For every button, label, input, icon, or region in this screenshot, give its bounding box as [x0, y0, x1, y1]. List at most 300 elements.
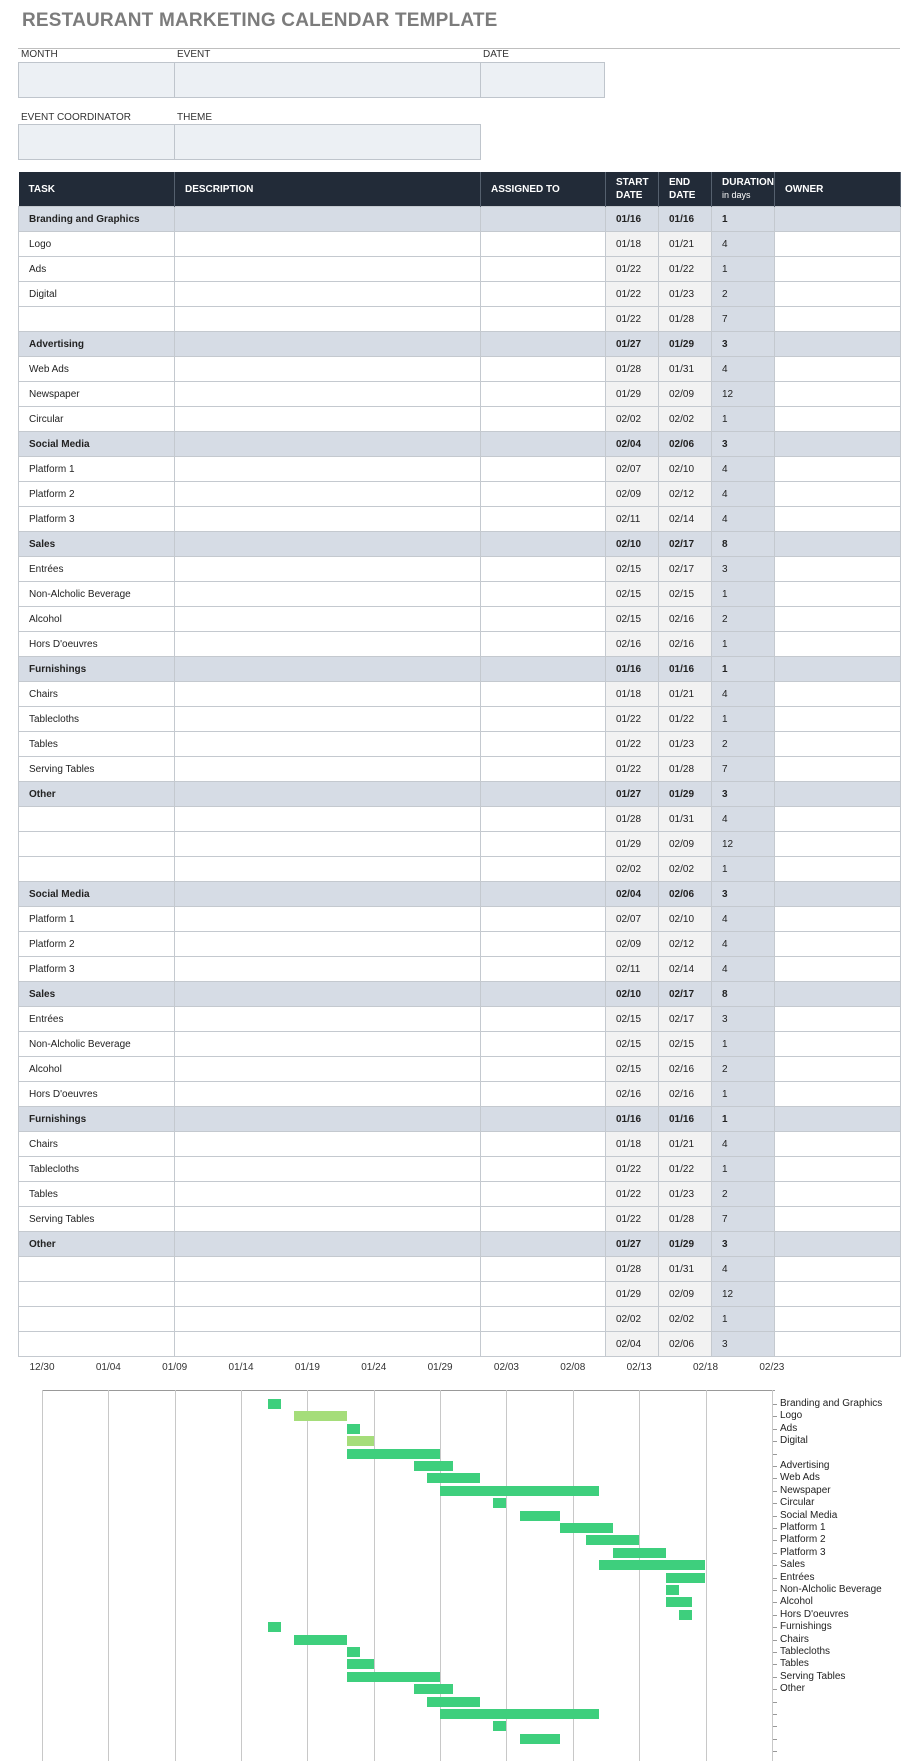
- end-date-cell[interactable]: 02/15: [659, 582, 712, 607]
- task-cell[interactable]: Digital: [19, 282, 175, 307]
- description-cell[interactable]: [175, 357, 481, 382]
- task-cell[interactable]: Non-Alcholic Beverage: [19, 1032, 175, 1057]
- duration-cell[interactable]: 3: [712, 882, 775, 907]
- owner-cell[interactable]: [775, 407, 901, 432]
- assigned-cell[interactable]: [481, 1207, 606, 1232]
- owner-cell[interactable]: [775, 1207, 901, 1232]
- start-date-cell[interactable]: 01/22: [606, 1157, 659, 1182]
- assigned-cell[interactable]: [481, 907, 606, 932]
- assigned-cell[interactable]: [481, 532, 606, 557]
- start-date-cell[interactable]: 02/15: [606, 1007, 659, 1032]
- duration-cell[interactable]: 3: [712, 557, 775, 582]
- description-cell[interactable]: [175, 732, 481, 757]
- end-date-cell[interactable]: 02/12: [659, 482, 712, 507]
- assigned-cell[interactable]: [481, 1107, 606, 1132]
- duration-cell[interactable]: 3: [712, 782, 775, 807]
- start-date-cell[interactable]: 02/10: [606, 532, 659, 557]
- task-cell[interactable]: Tablecloths: [19, 1157, 175, 1182]
- date-field[interactable]: [480, 62, 605, 98]
- task-cell[interactable]: Circular: [19, 407, 175, 432]
- assigned-cell[interactable]: [481, 1332, 606, 1357]
- task-cell[interactable]: Platform 3: [19, 957, 175, 982]
- task-cell[interactable]: [19, 807, 175, 832]
- start-date-cell[interactable]: 02/09: [606, 482, 659, 507]
- start-date-cell[interactable]: 02/09: [606, 932, 659, 957]
- duration-cell[interactable]: 3: [712, 332, 775, 357]
- start-date-cell[interactable]: 01/22: [606, 257, 659, 282]
- duration-cell[interactable]: 4: [712, 357, 775, 382]
- start-date-cell[interactable]: 02/15: [606, 607, 659, 632]
- owner-cell[interactable]: [775, 1282, 901, 1307]
- task-cell[interactable]: Tables: [19, 1182, 175, 1207]
- owner-cell[interactable]: [775, 857, 901, 882]
- assigned-cell[interactable]: [481, 407, 606, 432]
- start-date-cell[interactable]: 01/18: [606, 232, 659, 257]
- end-date-cell[interactable]: 01/22: [659, 1157, 712, 1182]
- assigned-cell[interactable]: [481, 1007, 606, 1032]
- end-date-cell[interactable]: 01/22: [659, 257, 712, 282]
- description-cell[interactable]: [175, 282, 481, 307]
- start-date-cell[interactable]: 02/04: [606, 432, 659, 457]
- duration-cell[interactable]: 4: [712, 1257, 775, 1282]
- description-cell[interactable]: [175, 907, 481, 932]
- duration-cell[interactable]: 4: [712, 1132, 775, 1157]
- start-date-cell[interactable]: 02/16: [606, 632, 659, 657]
- duration-cell[interactable]: 4: [712, 457, 775, 482]
- assigned-cell[interactable]: [481, 607, 606, 632]
- owner-cell[interactable]: [775, 932, 901, 957]
- duration-cell[interactable]: 4: [712, 682, 775, 707]
- task-cell[interactable]: Platform 3: [19, 507, 175, 532]
- start-date-cell[interactable]: 01/27: [606, 782, 659, 807]
- description-cell[interactable]: [175, 207, 481, 232]
- task-cell[interactable]: Serving Tables: [19, 757, 175, 782]
- description-cell[interactable]: [175, 1282, 481, 1307]
- duration-cell[interactable]: 1: [712, 1157, 775, 1182]
- assigned-cell[interactable]: [481, 257, 606, 282]
- start-date-cell[interactable]: 01/29: [606, 382, 659, 407]
- duration-cell[interactable]: 1: [712, 1107, 775, 1132]
- task-cell[interactable]: Platform 1: [19, 907, 175, 932]
- end-date-cell[interactable]: 02/17: [659, 982, 712, 1007]
- owner-cell[interactable]: [775, 582, 901, 607]
- assigned-cell[interactable]: [481, 482, 606, 507]
- duration-cell[interactable]: 4: [712, 957, 775, 982]
- task-cell[interactable]: Chairs: [19, 682, 175, 707]
- start-date-cell[interactable]: 02/11: [606, 957, 659, 982]
- duration-cell[interactable]: 12: [712, 1282, 775, 1307]
- duration-cell[interactable]: 7: [712, 757, 775, 782]
- end-date-cell[interactable]: 02/15: [659, 1032, 712, 1057]
- description-cell[interactable]: [175, 607, 481, 632]
- end-date-cell[interactable]: 01/21: [659, 682, 712, 707]
- start-date-cell[interactable]: 02/07: [606, 457, 659, 482]
- assigned-cell[interactable]: [481, 232, 606, 257]
- assigned-cell[interactable]: [481, 1257, 606, 1282]
- owner-cell[interactable]: [775, 1332, 901, 1357]
- description-cell[interactable]: [175, 482, 481, 507]
- end-date-cell[interactable]: 02/02: [659, 407, 712, 432]
- owner-cell[interactable]: [775, 457, 901, 482]
- owner-cell[interactable]: [775, 1057, 901, 1082]
- assigned-cell[interactable]: [481, 1082, 606, 1107]
- start-date-cell[interactable]: 01/16: [606, 1107, 659, 1132]
- assigned-cell[interactable]: [481, 557, 606, 582]
- task-cell[interactable]: Platform 1: [19, 457, 175, 482]
- assigned-cell[interactable]: [481, 1032, 606, 1057]
- start-date-cell[interactable]: 02/04: [606, 882, 659, 907]
- duration-cell[interactable]: 2: [712, 607, 775, 632]
- task-cell[interactable]: Entrées: [19, 557, 175, 582]
- assigned-cell[interactable]: [481, 982, 606, 1007]
- end-date-cell[interactable]: 01/31: [659, 357, 712, 382]
- description-cell[interactable]: [175, 1132, 481, 1157]
- end-date-cell[interactable]: 01/29: [659, 782, 712, 807]
- duration-cell[interactable]: 3: [712, 1332, 775, 1357]
- end-date-cell[interactable]: 01/23: [659, 282, 712, 307]
- duration-cell[interactable]: 8: [712, 532, 775, 557]
- assigned-cell[interactable]: [481, 432, 606, 457]
- description-cell[interactable]: [175, 1107, 481, 1132]
- assigned-cell[interactable]: [481, 682, 606, 707]
- assigned-cell[interactable]: [481, 357, 606, 382]
- end-date-cell[interactable]: 02/14: [659, 507, 712, 532]
- theme-field[interactable]: [174, 124, 481, 160]
- start-date-cell[interactable]: 02/16: [606, 1082, 659, 1107]
- task-cell[interactable]: Sales: [19, 532, 175, 557]
- assigned-cell[interactable]: [481, 707, 606, 732]
- description-cell[interactable]: [175, 1007, 481, 1032]
- duration-cell[interactable]: 7: [712, 1207, 775, 1232]
- event-field[interactable]: [174, 62, 481, 98]
- description-cell[interactable]: [175, 582, 481, 607]
- end-date-cell[interactable]: 01/23: [659, 732, 712, 757]
- duration-cell[interactable]: 2: [712, 1057, 775, 1082]
- description-cell[interactable]: [175, 332, 481, 357]
- description-cell[interactable]: [175, 257, 481, 282]
- end-date-cell[interactable]: 01/29: [659, 1232, 712, 1257]
- end-date-cell[interactable]: 01/31: [659, 1257, 712, 1282]
- start-date-cell[interactable]: 02/15: [606, 1032, 659, 1057]
- owner-cell[interactable]: [775, 1082, 901, 1107]
- start-date-cell[interactable]: 02/15: [606, 557, 659, 582]
- description-cell[interactable]: [175, 632, 481, 657]
- duration-cell[interactable]: 1: [712, 857, 775, 882]
- owner-cell[interactable]: [775, 532, 901, 557]
- assigned-cell[interactable]: [481, 732, 606, 757]
- duration-cell[interactable]: 1: [712, 657, 775, 682]
- duration-cell[interactable]: 7: [712, 307, 775, 332]
- assigned-cell[interactable]: [481, 582, 606, 607]
- owner-cell[interactable]: [775, 807, 901, 832]
- end-date-cell[interactable]: 02/10: [659, 907, 712, 932]
- end-date-cell[interactable]: 02/06: [659, 432, 712, 457]
- task-cell[interactable]: Hors D'oeuvres: [19, 632, 175, 657]
- duration-cell[interactable]: 1: [712, 1307, 775, 1332]
- assigned-cell[interactable]: [481, 657, 606, 682]
- start-date-cell[interactable]: 02/10: [606, 982, 659, 1007]
- duration-cell[interactable]: 12: [712, 832, 775, 857]
- assigned-cell[interactable]: [481, 1307, 606, 1332]
- start-date-cell[interactable]: 01/27: [606, 332, 659, 357]
- end-date-cell[interactable]: 02/12: [659, 932, 712, 957]
- task-cell[interactable]: Entrées: [19, 1007, 175, 1032]
- end-date-cell[interactable]: 01/21: [659, 232, 712, 257]
- task-cell[interactable]: Web Ads: [19, 357, 175, 382]
- duration-cell[interactable]: 1: [712, 207, 775, 232]
- assigned-cell[interactable]: [481, 457, 606, 482]
- start-date-cell[interactable]: 02/07: [606, 907, 659, 932]
- duration-cell[interactable]: 1: [712, 707, 775, 732]
- description-cell[interactable]: [175, 757, 481, 782]
- task-cell[interactable]: [19, 1257, 175, 1282]
- task-cell[interactable]: Other: [19, 1232, 175, 1257]
- duration-cell[interactable]: 1: [712, 1032, 775, 1057]
- duration-cell[interactable]: 3: [712, 1007, 775, 1032]
- start-date-cell[interactable]: 02/02: [606, 1307, 659, 1332]
- description-cell[interactable]: [175, 1057, 481, 1082]
- assigned-cell[interactable]: [481, 1157, 606, 1182]
- duration-cell[interactable]: 4: [712, 932, 775, 957]
- task-cell[interactable]: [19, 1307, 175, 1332]
- task-cell[interactable]: Platform 2: [19, 482, 175, 507]
- description-cell[interactable]: [175, 1257, 481, 1282]
- task-cell[interactable]: Social Media: [19, 432, 175, 457]
- task-cell[interactable]: [19, 307, 175, 332]
- owner-cell[interactable]: [775, 1307, 901, 1332]
- owner-cell[interactable]: [775, 307, 901, 332]
- start-date-cell[interactable]: 02/02: [606, 857, 659, 882]
- end-date-cell[interactable]: 02/10: [659, 457, 712, 482]
- description-cell[interactable]: [175, 782, 481, 807]
- description-cell[interactable]: [175, 982, 481, 1007]
- end-date-cell[interactable]: 02/02: [659, 1307, 712, 1332]
- owner-cell[interactable]: [775, 707, 901, 732]
- start-date-cell[interactable]: 01/16: [606, 657, 659, 682]
- duration-cell[interactable]: 1: [712, 582, 775, 607]
- assigned-cell[interactable]: [481, 1132, 606, 1157]
- duration-cell[interactable]: 4: [712, 907, 775, 932]
- task-cell[interactable]: [19, 1282, 175, 1307]
- end-date-cell[interactable]: 01/23: [659, 1182, 712, 1207]
- description-cell[interactable]: [175, 1157, 481, 1182]
- owner-cell[interactable]: [775, 957, 901, 982]
- start-date-cell[interactable]: 01/29: [606, 1282, 659, 1307]
- description-cell[interactable]: [175, 857, 481, 882]
- end-date-cell[interactable]: 02/09: [659, 832, 712, 857]
- owner-cell[interactable]: [775, 907, 901, 932]
- description-cell[interactable]: [175, 1082, 481, 1107]
- task-cell[interactable]: Sales: [19, 982, 175, 1007]
- end-date-cell[interactable]: 01/31: [659, 807, 712, 832]
- start-date-cell[interactable]: 01/18: [606, 1132, 659, 1157]
- assigned-cell[interactable]: [481, 757, 606, 782]
- assigned-cell[interactable]: [481, 332, 606, 357]
- task-cell[interactable]: Alcohol: [19, 607, 175, 632]
- start-date-cell[interactable]: 01/22: [606, 1182, 659, 1207]
- end-date-cell[interactable]: 01/16: [659, 1107, 712, 1132]
- owner-cell[interactable]: [775, 832, 901, 857]
- owner-cell[interactable]: [775, 682, 901, 707]
- duration-cell[interactable]: 1: [712, 632, 775, 657]
- start-date-cell[interactable]: 01/22: [606, 1207, 659, 1232]
- month-field[interactable]: [18, 62, 175, 98]
- owner-cell[interactable]: [775, 657, 901, 682]
- description-cell[interactable]: [175, 457, 481, 482]
- duration-cell[interactable]: 1: [712, 407, 775, 432]
- end-date-cell[interactable]: 02/14: [659, 957, 712, 982]
- assigned-cell[interactable]: [481, 782, 606, 807]
- description-cell[interactable]: [175, 657, 481, 682]
- task-cell[interactable]: Chairs: [19, 1132, 175, 1157]
- end-date-cell[interactable]: 02/17: [659, 532, 712, 557]
- duration-cell[interactable]: 1: [712, 257, 775, 282]
- coordinator-field[interactable]: [18, 124, 175, 160]
- end-date-cell[interactable]: 02/09: [659, 1282, 712, 1307]
- start-date-cell[interactable]: 02/04: [606, 1332, 659, 1357]
- task-cell[interactable]: Tablecloths: [19, 707, 175, 732]
- task-cell[interactable]: [19, 857, 175, 882]
- owner-cell[interactable]: [775, 982, 901, 1007]
- owner-cell[interactable]: [775, 382, 901, 407]
- description-cell[interactable]: [175, 1182, 481, 1207]
- assigned-cell[interactable]: [481, 1232, 606, 1257]
- owner-cell[interactable]: [775, 357, 901, 382]
- start-date-cell[interactable]: 01/22: [606, 282, 659, 307]
- assigned-cell[interactable]: [481, 832, 606, 857]
- end-date-cell[interactable]: 02/06: [659, 1332, 712, 1357]
- owner-cell[interactable]: [775, 1232, 901, 1257]
- owner-cell[interactable]: [775, 257, 901, 282]
- owner-cell[interactable]: [775, 282, 901, 307]
- end-date-cell[interactable]: 02/17: [659, 1007, 712, 1032]
- end-date-cell[interactable]: 01/28: [659, 757, 712, 782]
- owner-cell[interactable]: [775, 757, 901, 782]
- owner-cell[interactable]: [775, 782, 901, 807]
- duration-cell[interactable]: 3: [712, 432, 775, 457]
- description-cell[interactable]: [175, 382, 481, 407]
- description-cell[interactable]: [175, 1032, 481, 1057]
- end-date-cell[interactable]: 02/06: [659, 882, 712, 907]
- start-date-cell[interactable]: 01/16: [606, 207, 659, 232]
- end-date-cell[interactable]: 01/29: [659, 332, 712, 357]
- owner-cell[interactable]: [775, 882, 901, 907]
- end-date-cell[interactable]: 01/21: [659, 1132, 712, 1157]
- end-date-cell[interactable]: 01/28: [659, 1207, 712, 1232]
- description-cell[interactable]: [175, 682, 481, 707]
- assigned-cell[interactable]: [481, 957, 606, 982]
- description-cell[interactable]: [175, 1232, 481, 1257]
- duration-cell[interactable]: 4: [712, 232, 775, 257]
- task-cell[interactable]: Furnishings: [19, 1107, 175, 1132]
- description-cell[interactable]: [175, 432, 481, 457]
- description-cell[interactable]: [175, 1307, 481, 1332]
- owner-cell[interactable]: [775, 207, 901, 232]
- duration-cell[interactable]: 8: [712, 982, 775, 1007]
- owner-cell[interactable]: [775, 1007, 901, 1032]
- end-date-cell[interactable]: 01/28: [659, 307, 712, 332]
- description-cell[interactable]: [175, 707, 481, 732]
- assigned-cell[interactable]: [481, 307, 606, 332]
- start-date-cell[interactable]: 01/28: [606, 807, 659, 832]
- duration-cell[interactable]: 12: [712, 382, 775, 407]
- start-date-cell[interactable]: 02/11: [606, 507, 659, 532]
- owner-cell[interactable]: [775, 232, 901, 257]
- start-date-cell[interactable]: 01/18: [606, 682, 659, 707]
- description-cell[interactable]: [175, 882, 481, 907]
- task-cell[interactable]: Social Media: [19, 882, 175, 907]
- description-cell[interactable]: [175, 307, 481, 332]
- description-cell[interactable]: [175, 1207, 481, 1232]
- assigned-cell[interactable]: [481, 857, 606, 882]
- assigned-cell[interactable]: [481, 1282, 606, 1307]
- assigned-cell[interactable]: [481, 1182, 606, 1207]
- description-cell[interactable]: [175, 932, 481, 957]
- duration-cell[interactable]: 4: [712, 507, 775, 532]
- start-date-cell[interactable]: 01/29: [606, 832, 659, 857]
- assigned-cell[interactable]: [481, 1057, 606, 1082]
- owner-cell[interactable]: [775, 632, 901, 657]
- task-cell[interactable]: [19, 832, 175, 857]
- task-cell[interactable]: Hors D'oeuvres: [19, 1082, 175, 1107]
- owner-cell[interactable]: [775, 1032, 901, 1057]
- owner-cell[interactable]: [775, 557, 901, 582]
- task-cell[interactable]: Furnishings: [19, 657, 175, 682]
- end-date-cell[interactable]: 01/16: [659, 207, 712, 232]
- duration-cell[interactable]: 1: [712, 1082, 775, 1107]
- task-cell[interactable]: Ads: [19, 257, 175, 282]
- task-cell[interactable]: Serving Tables: [19, 1207, 175, 1232]
- start-date-cell[interactable]: 01/27: [606, 1232, 659, 1257]
- duration-cell[interactable]: 2: [712, 732, 775, 757]
- owner-cell[interactable]: [775, 507, 901, 532]
- duration-cell[interactable]: 2: [712, 282, 775, 307]
- description-cell[interactable]: [175, 232, 481, 257]
- start-date-cell[interactable]: 01/22: [606, 707, 659, 732]
- start-date-cell[interactable]: 02/15: [606, 582, 659, 607]
- owner-cell[interactable]: [775, 607, 901, 632]
- start-date-cell[interactable]: 02/15: [606, 1057, 659, 1082]
- owner-cell[interactable]: [775, 332, 901, 357]
- end-date-cell[interactable]: 02/17: [659, 557, 712, 582]
- description-cell[interactable]: [175, 507, 481, 532]
- owner-cell[interactable]: [775, 1157, 901, 1182]
- owner-cell[interactable]: [775, 1132, 901, 1157]
- description-cell[interactable]: [175, 832, 481, 857]
- task-cell[interactable]: Tables: [19, 732, 175, 757]
- assigned-cell[interactable]: [481, 932, 606, 957]
- description-cell[interactable]: [175, 407, 481, 432]
- start-date-cell[interactable]: 01/28: [606, 1257, 659, 1282]
- task-cell[interactable]: Alcohol: [19, 1057, 175, 1082]
- assigned-cell[interactable]: [481, 382, 606, 407]
- duration-cell[interactable]: 3: [712, 1232, 775, 1257]
- task-cell[interactable]: Branding and Graphics: [19, 207, 175, 232]
- duration-cell[interactable]: 4: [712, 482, 775, 507]
- task-cell[interactable]: [19, 1332, 175, 1357]
- assigned-cell[interactable]: [481, 282, 606, 307]
- task-cell[interactable]: Newspaper: [19, 382, 175, 407]
- end-date-cell[interactable]: 02/02: [659, 857, 712, 882]
- task-cell[interactable]: Advertising: [19, 332, 175, 357]
- end-date-cell[interactable]: 02/16: [659, 632, 712, 657]
- task-cell[interactable]: Logo: [19, 232, 175, 257]
- description-cell[interactable]: [175, 957, 481, 982]
- owner-cell[interactable]: [775, 482, 901, 507]
- task-cell[interactable]: Non-Alcholic Beverage: [19, 582, 175, 607]
- start-date-cell[interactable]: 01/28: [606, 357, 659, 382]
- assigned-cell[interactable]: [481, 207, 606, 232]
